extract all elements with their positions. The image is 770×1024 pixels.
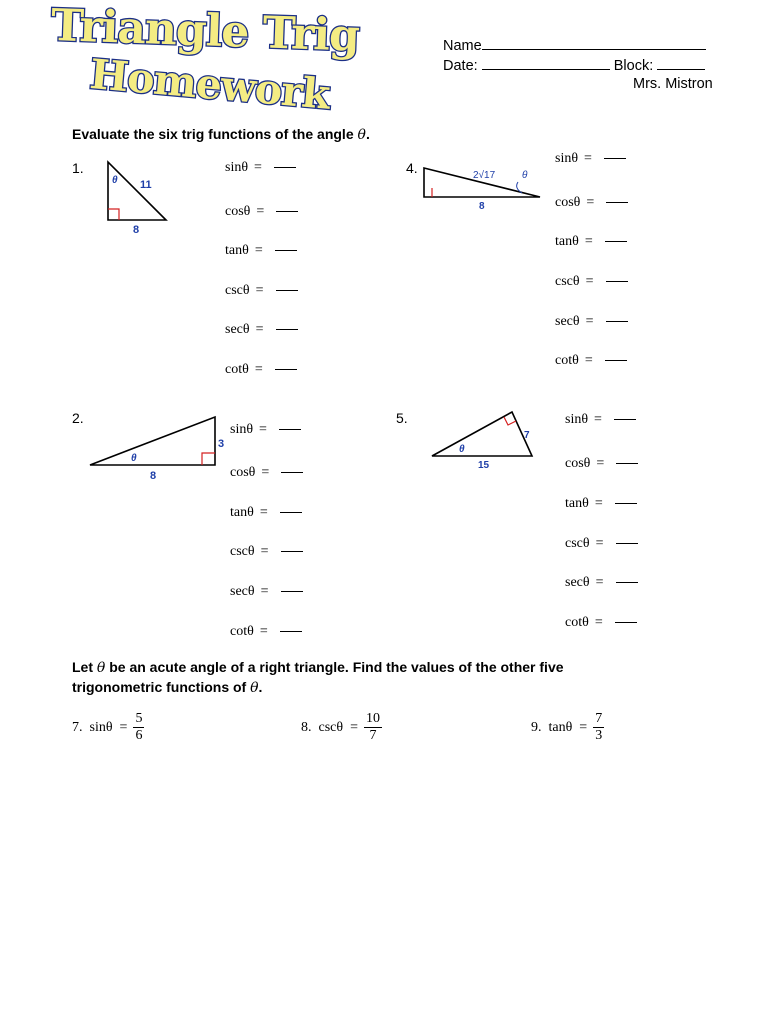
answer-row[interactable]: cscθ = bbox=[555, 274, 628, 290]
name-field[interactable] bbox=[443, 36, 706, 54]
answer-row[interactable]: cosθ = bbox=[230, 465, 303, 481]
problem-9-numerator: 7 bbox=[595, 711, 603, 726]
answer-row[interactable]: cscθ = bbox=[565, 536, 638, 552]
answer-row[interactable]: sinθ = bbox=[555, 151, 626, 167]
answer-row[interactable]: tanθ = bbox=[230, 505, 302, 521]
triangle-1-base-label: 8 bbox=[133, 224, 140, 236]
answer-row[interactable]: cotθ = bbox=[225, 362, 297, 378]
name-label: Name bbox=[443, 38, 482, 54]
answer-row[interactable]: cotθ = bbox=[565, 615, 637, 631]
problem-1-number: 1. bbox=[72, 160, 84, 176]
answer-row[interactable]: sinθ = bbox=[230, 422, 301, 438]
answer-row[interactable]: secθ = bbox=[555, 314, 628, 330]
triangle-4-hypotenuse-label: 2√17 bbox=[473, 170, 496, 181]
triangle-2-diagram bbox=[86, 412, 226, 484]
triangle-1-diagram bbox=[98, 158, 178, 238]
problem-8-numerator: 10 bbox=[365, 711, 380, 726]
answer-row[interactable]: secθ = bbox=[225, 322, 298, 338]
block-field[interactable] bbox=[657, 56, 705, 70]
triangle-2-base-label: 8 bbox=[150, 470, 157, 482]
problem-2-number: 2. bbox=[72, 410, 84, 426]
answer-row[interactable]: cscθ = bbox=[230, 544, 303, 560]
triangle-5-diagram bbox=[428, 408, 540, 474]
triangle-5-angle-label: θ bbox=[459, 444, 465, 455]
answer-row[interactable]: cosθ = bbox=[565, 456, 638, 472]
answer-row[interactable]: cosθ = bbox=[225, 204, 298, 220]
problem-5-number: 5. bbox=[396, 410, 408, 426]
logo-line-1: Triangle Trig bbox=[50, 0, 360, 62]
problem-8-denominator: 7 bbox=[369, 728, 377, 743]
triangle-1-angle-label: θ bbox=[112, 175, 118, 186]
problem-8-given: 8. cscθ = $\frac{10}{7}$ bbox=[301, 711, 380, 743]
triangle-5-base-label: 15 bbox=[478, 460, 490, 471]
triangle-4-diagram bbox=[418, 160, 548, 215]
date-field[interactable] bbox=[482, 56, 610, 70]
problem-4-number: 4. bbox=[406, 160, 418, 176]
logo-line-2: Homework bbox=[87, 50, 332, 119]
triangle-5-side-label: 7 bbox=[524, 430, 530, 441]
section-2-instruction-line-1: Let θ be an acute angle of a right triangle. Find the values of the other five bbox=[72, 659, 564, 676]
problem-7-numerator: 5 bbox=[135, 711, 143, 726]
triangle-4-base-label: 8 bbox=[479, 201, 485, 212]
answer-row[interactable]: cscθ = bbox=[225, 283, 298, 299]
answer-row[interactable]: secθ = bbox=[230, 584, 303, 600]
problem-7-given: 7. sinθ = $\frac{5}{6}$ bbox=[72, 711, 143, 743]
section-1-instruction: Evaluate the six trig functions of the angle θ. bbox=[72, 126, 370, 143]
triangle-4-angle-label: θ bbox=[522, 170, 528, 181]
section-2-instruction-line-2: trigonometric functions of θ. bbox=[72, 679, 263, 696]
answer-row[interactable]: secθ = bbox=[565, 575, 638, 591]
answer-row[interactable]: sinθ = bbox=[565, 412, 636, 428]
triangle-1-hypotenuse-label: 11 bbox=[140, 179, 152, 191]
date-label: Date: bbox=[443, 58, 478, 74]
answer-row[interactable]: tanθ = bbox=[565, 496, 637, 512]
triangle-2-angle-label: θ bbox=[131, 453, 137, 464]
answer-row[interactable]: cotθ = bbox=[555, 353, 627, 369]
answer-row[interactable]: tanθ = bbox=[225, 243, 297, 259]
answer-row[interactable]: tanθ = bbox=[555, 234, 627, 250]
problem-9-denominator: 3 bbox=[595, 728, 603, 743]
problem-7-denominator: 6 bbox=[135, 728, 143, 743]
triangle-2-side-label: 3 bbox=[218, 438, 225, 450]
date-block-row bbox=[443, 56, 705, 74]
answer-row[interactable]: sinθ = bbox=[225, 160, 296, 176]
block-label: Block: bbox=[613, 58, 654, 74]
problem-9-given: 9. tanθ = $\frac{7}{3}$ bbox=[531, 711, 603, 743]
answer-row[interactable]: cotθ = bbox=[230, 624, 302, 640]
answer-row[interactable]: cosθ = bbox=[555, 195, 628, 211]
teacher-name: Mrs. Mistron bbox=[633, 76, 713, 92]
